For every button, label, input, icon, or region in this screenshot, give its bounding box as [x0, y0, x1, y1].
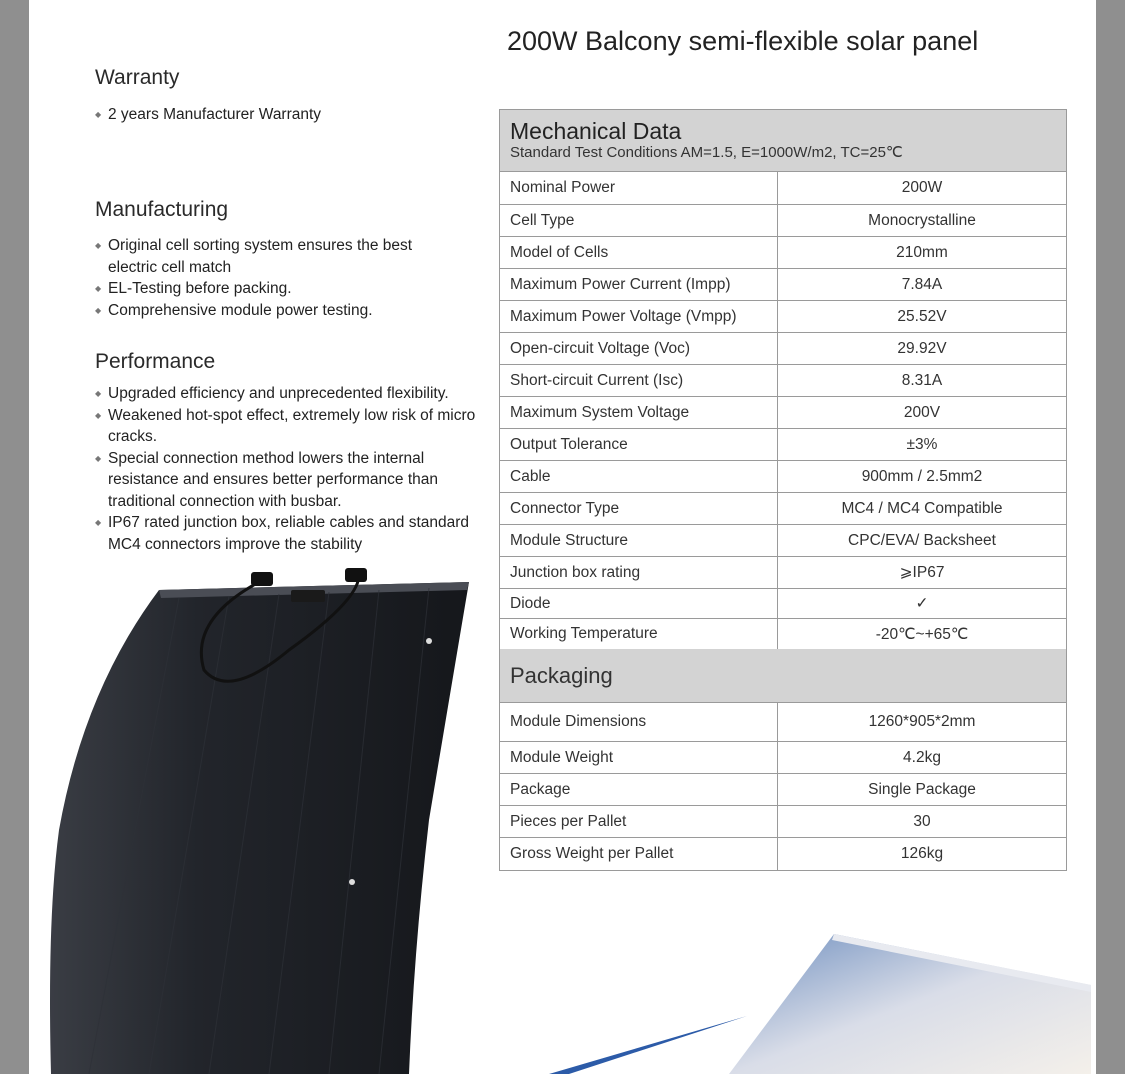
row-value: CPC/EVA/ Backsheet: [848, 531, 996, 549]
row-value: 29.92V: [897, 339, 947, 357]
row-label: Short-circuit Current (Isc): [500, 365, 778, 396]
mechanical-rows: [500, 172, 1066, 649]
row-label: Module Weight: [500, 742, 778, 773]
table-row: [500, 493, 1066, 525]
mechanical-subtitle: Standard Test Conditions AM=1.5, E=1000W/m2, TC=25℃: [510, 144, 903, 161]
performance-heading: Performance: [95, 350, 216, 373]
connector-icon: [345, 568, 367, 582]
manufacturing-heading: Manufacturing: [95, 198, 229, 221]
table-row: [500, 806, 1066, 838]
table-row: [500, 429, 1066, 461]
manufacturing-list: [95, 235, 440, 321]
performance-list: [95, 383, 485, 555]
row-value: MC4 / MC4 Compatible: [841, 499, 1003, 517]
junction-box-icon: [291, 590, 325, 602]
row-label: Cell Type: [500, 205, 778, 236]
row-value: 1260*905*2mm: [868, 713, 976, 730]
table-row: [500, 525, 1066, 557]
row-value: 126kg: [900, 845, 944, 862]
row-value: Single Package: [868, 780, 976, 798]
row-label: Pieces per Pallet: [500, 806, 778, 837]
table-row: [500, 589, 1066, 619]
list-item: ◆ Original cell sorting system ensures the best electric cell match: [95, 235, 440, 278]
row-value: 8.31A: [901, 371, 943, 389]
row-label: Working Temperature: [500, 619, 778, 649]
row-value: Monocrystalline: [868, 211, 976, 229]
table-row: [500, 461, 1066, 493]
row-value: ✓: [915, 595, 929, 612]
list-item: ◆ Comprehensive module power testing.: [95, 300, 440, 322]
table-row: [500, 301, 1066, 333]
row-label: Cable: [500, 461, 778, 492]
row-value: 7.84A: [901, 275, 943, 293]
mechanical-title: Mechanical Data: [510, 118, 682, 144]
row-label: Maximum System Voltage: [500, 397, 778, 428]
table-row: [500, 237, 1066, 269]
row-value: 900mm / 2.5mm2: [861, 467, 983, 485]
mechanical-header: [500, 110, 1066, 172]
list-item: ◆ Special connection method lowers the internal resistance and ensures better performance than traditional connection with busbar.: [95, 448, 485, 513]
list-item: ◆ IP67 rated junction box, reliable cables and standard MC4 connectors improve the stability: [95, 512, 485, 555]
row-label: Connector Type: [500, 493, 778, 524]
spec-table: [499, 109, 1067, 871]
row-value: 200V: [903, 403, 941, 421]
table-row: [500, 703, 1066, 742]
row-value: 210mm: [896, 243, 948, 261]
list-item: ◆ EL-Testing before packing.: [95, 278, 440, 300]
warranty-list: [95, 104, 495, 126]
table-row: [500, 619, 1066, 649]
table-row: [500, 205, 1066, 237]
packaging-header: Packaging: [500, 649, 1066, 703]
row-label: Open-circuit Voltage (Voc): [500, 333, 778, 364]
row-label: Output Tolerance: [500, 429, 778, 460]
spec-sheet-page: [29, 0, 1096, 1074]
row-value: -20℃~+65℃: [875, 625, 969, 643]
row-value: ⩾IP67: [899, 564, 945, 581]
warranty-heading: Warranty: [95, 66, 180, 89]
row-value: 200W: [901, 179, 943, 196]
table-row: [500, 269, 1066, 301]
packaging-rows: [500, 703, 1066, 870]
list-item: ◆ Upgraded efficiency and unprecedented flexibility.: [95, 383, 485, 405]
row-value: 25.52V: [897, 307, 947, 325]
row-value: ±3%: [906, 435, 938, 453]
row-value: 4.2kg: [903, 748, 941, 766]
row-label: Package: [500, 774, 778, 805]
row-label: Module Structure: [500, 525, 778, 556]
table-row: [500, 333, 1066, 365]
row-label: Nominal Power: [500, 172, 778, 204]
row-value: 30: [913, 812, 931, 830]
row-label: Gross Weight per Pallet: [500, 838, 778, 870]
row-label: Module Dimensions: [500, 703, 778, 741]
connector-icon: [251, 572, 273, 586]
table-row: [500, 774, 1066, 806]
table-row: [500, 557, 1066, 589]
page-title: 200W Balcony semi-flexible solar panel: [507, 26, 979, 56]
list-item: ◆ Weakened hot-spot effect, extremely low risk of micro cracks.: [95, 405, 485, 448]
table-row: [500, 742, 1066, 774]
row-label: Diode: [500, 589, 778, 618]
list-item: ◆ 2 years Manufacturer Warranty: [95, 104, 495, 126]
table-row: [500, 397, 1066, 429]
row-label: Maximum Power Voltage (Vmpp): [500, 301, 778, 332]
table-row: [500, 172, 1066, 205]
row-label: Junction box rating: [500, 557, 778, 588]
table-row: [500, 838, 1066, 870]
table-row: [500, 365, 1066, 397]
row-label: Maximum Power Current (Impp): [500, 269, 778, 300]
row-label: Model of Cells: [500, 237, 778, 268]
